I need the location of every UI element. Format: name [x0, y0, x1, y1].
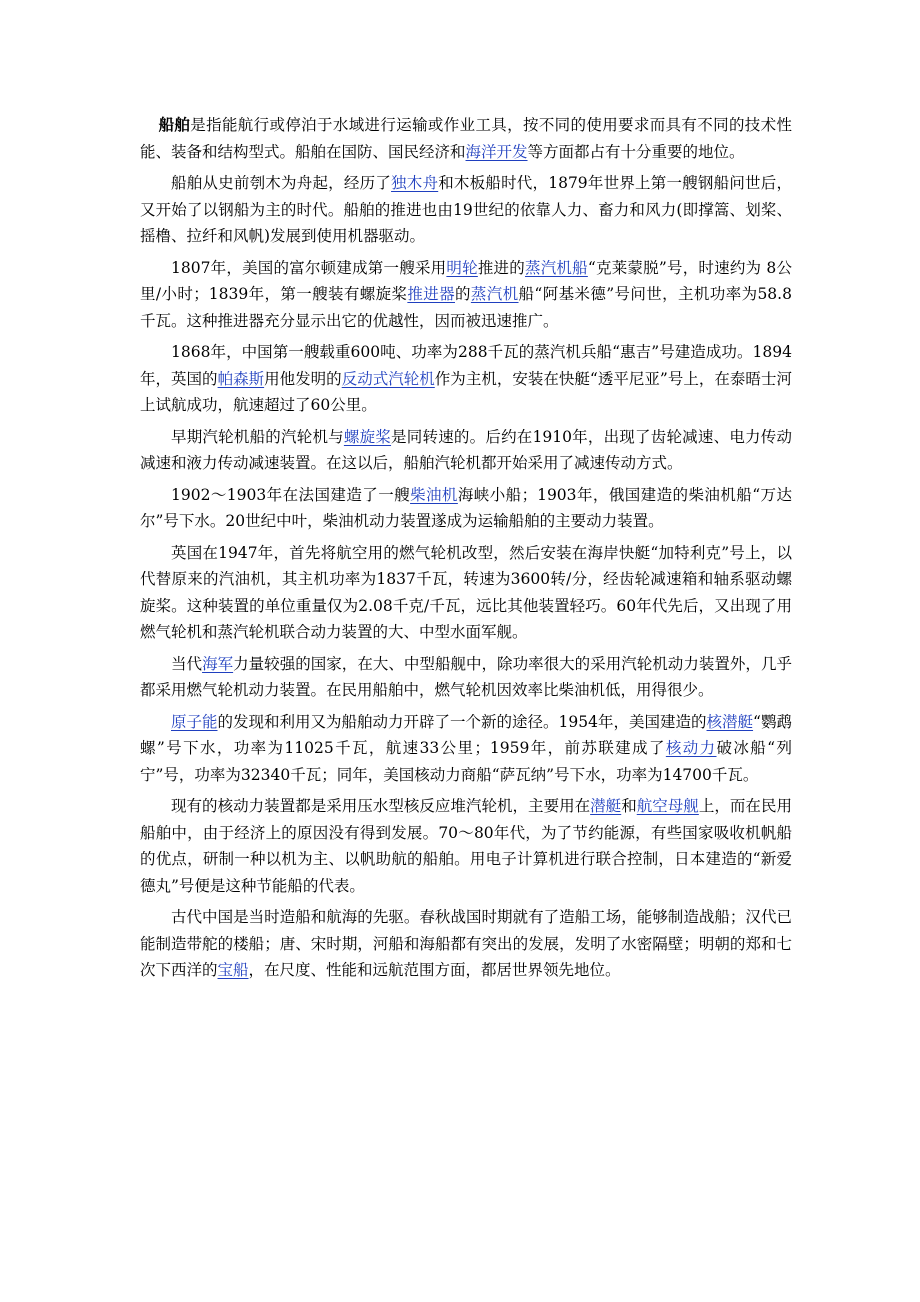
- text-run: 古代中国是当时造船和航海的先驱。春秋战国时期就有了造船工场，能够制造战船；汉代已能制造带舵的楼船；唐、宋时期，河船和海船都有突出的发展，发明了水密隔壁；明朝的郑和七次下西洋的: [140, 908, 792, 979]
- article-link[interactable]: 蒸汽机: [470, 285, 519, 303]
- text-run: 和: [621, 797, 637, 815]
- text-run: 当代: [171, 654, 203, 673]
- paragraph: [140, 339, 792, 419]
- text-run: 英国在1947年，首先将航空用的燃气轮机改型，然后安装在海岸快艇“加特利克”号上，以代替原来的汽油机，其主机功率为1837千瓦，转速为3600转/分，经齿轮减速箱和轴系驱动螺旋桨。这种装置的单位重量仅为2.08千克/千瓦，远比其他装置轻巧。60年代先后，又出现了用燃气轮机和蒸汽轮机联合动力装置的大、中型水面军舰。: [140, 543, 792, 641]
- text-run: 1902～1903年在法国建造了一艘: [171, 485, 411, 504]
- paragraph: [140, 170, 792, 250]
- article-link[interactable]: 核动力: [665, 739, 717, 757]
- text-run: 力量较强的国家，在大、中型船舰中，除功率很大的采用汽轮机动力装置外，几乎都采用燃气轮机动力装置。在民用船舶中，燃气轮机因效率比柴油机低，用得很少。: [140, 654, 792, 699]
- text-run: 的: [455, 285, 471, 303]
- paragraph: [140, 482, 792, 535]
- paragraph: [140, 424, 792, 477]
- paragraph: [140, 709, 792, 789]
- paragraph: [140, 651, 792, 704]
- article-link[interactable]: 柴油机: [410, 485, 458, 504]
- paragraph: [140, 540, 792, 646]
- article-link[interactable]: 海军: [202, 654, 234, 673]
- article-link[interactable]: 帕森斯: [217, 369, 265, 388]
- text-run: 海峡小船；1903年，俄国建造的柴油机船“万达尔”号下水。20世纪中叶，柴油机动力装置遂成为运输船舶的主要动力装置。: [140, 485, 792, 530]
- text-run: 是指能航行或停泊于水域进行运输或作业工具，按不同的使用要求而具有不同的技术性能、装备和结构型式。船舶在国防、国民经济和: [140, 116, 792, 161]
- text-run: 是同转速的。后约在1910年，出现了齿轮减速、电力传动减速和液力传动减速装置。在这以后，船舶汽轮机都开始采用了减速传动方式。: [140, 427, 792, 472]
- paragraph: [140, 904, 792, 984]
- paragraph: [140, 255, 792, 335]
- article-body: [140, 112, 792, 989]
- text-run: 上，而在民用船舶中，由于经济上的原因没有得到发展。70～80年代，为了节约能源，有些国家吸收机帆船的优点，研制一种以机为主、以帆助航的船舶。用电子计算机进行联合控制，日本建造的“新爱德丸”号便是这种节能船的代表。: [140, 797, 792, 895]
- text-run: 船舶从史前刳木为舟起，经历了: [171, 174, 392, 192]
- article-link[interactable]: 海洋开发: [465, 142, 528, 161]
- text-run: ，在尺度、性能和远航范围方面，都居世界领先地位。: [248, 961, 621, 979]
- text-run: 现有的核动力装置都是采用压水型核反应堆汽轮机，主要用在: [171, 797, 591, 815]
- article-link[interactable]: 反动式汽轮机: [341, 369, 435, 388]
- text-run: 用他发明的: [264, 369, 342, 388]
- text-run: 等方面都占有十分重要的地位。: [527, 142, 745, 161]
- text-run: 1807年，美国的富尔顿建成第一艘采用: [171, 258, 447, 277]
- paragraph: [140, 112, 792, 165]
- paragraph: [140, 793, 792, 899]
- article-link[interactable]: 独木舟: [391, 174, 439, 192]
- text-run: 破冰船“列宁”号，功率为32340千瓦；同年，美国核动力商船“萨瓦纳”号下水，功率为14700千瓦。: [140, 739, 792, 784]
- article-link[interactable]: 明轮: [446, 258, 478, 277]
- text-run: 船“阿基米德”号问世，主机功率为58.8千瓦。这种推进器充分显示出它的优越性，因而被迅速推广。: [140, 285, 792, 330]
- text-run: 作为主机，安装在快艇“透平尼亚”号上，在泰晤士河上试航成功，航速超过了60公里。: [140, 369, 792, 414]
- lead-term: 船舶: [158, 115, 191, 134]
- text-run: 和木板船时代，1879年世界上第一艘钢船问世后，又开始了以钢船为主的时代。船舶的推进也由19世纪的依靠人力、畜力和风力(即撑篙、划桨、摇橹、拉纤和风帆)发展到使用机器驱动。: [140, 174, 792, 245]
- text-run: 推进的: [477, 258, 525, 277]
- article-link[interactable]: 推进器: [407, 285, 455, 303]
- article-link[interactable]: 宝船: [217, 961, 249, 979]
- text-run: 的发现和利用又为船舶动力开辟了一个新的途径。1954年，美国建造的: [217, 712, 707, 731]
- article-link[interactable]: 核潜艇: [706, 712, 754, 731]
- article-link[interactable]: 潜艇: [590, 797, 622, 815]
- article-link[interactable]: 蒸汽机船: [524, 258, 588, 277]
- article-link[interactable]: 航空母舰: [636, 797, 699, 815]
- text-run: “克莱蒙脱”号，时速约为 8公里/小时；1839年，第一艘装有螺旋桨: [140, 258, 792, 303]
- text-run: 1868年，中国第一艘载重600吨、功率为288千瓦的蒸汽机兵船“惠吉”号建造成功。1894年，英国的: [140, 343, 792, 388]
- text-run: “鹦鹉螺”号下水，功率为11025千瓦，航速33公里；1959年，前苏联建成了: [140, 712, 792, 757]
- article-link[interactable]: 原子能: [171, 712, 218, 731]
- text-run: 早期汽轮机船的汽轮机与: [171, 427, 344, 446]
- article-link[interactable]: 螺旋桨: [343, 427, 392, 446]
